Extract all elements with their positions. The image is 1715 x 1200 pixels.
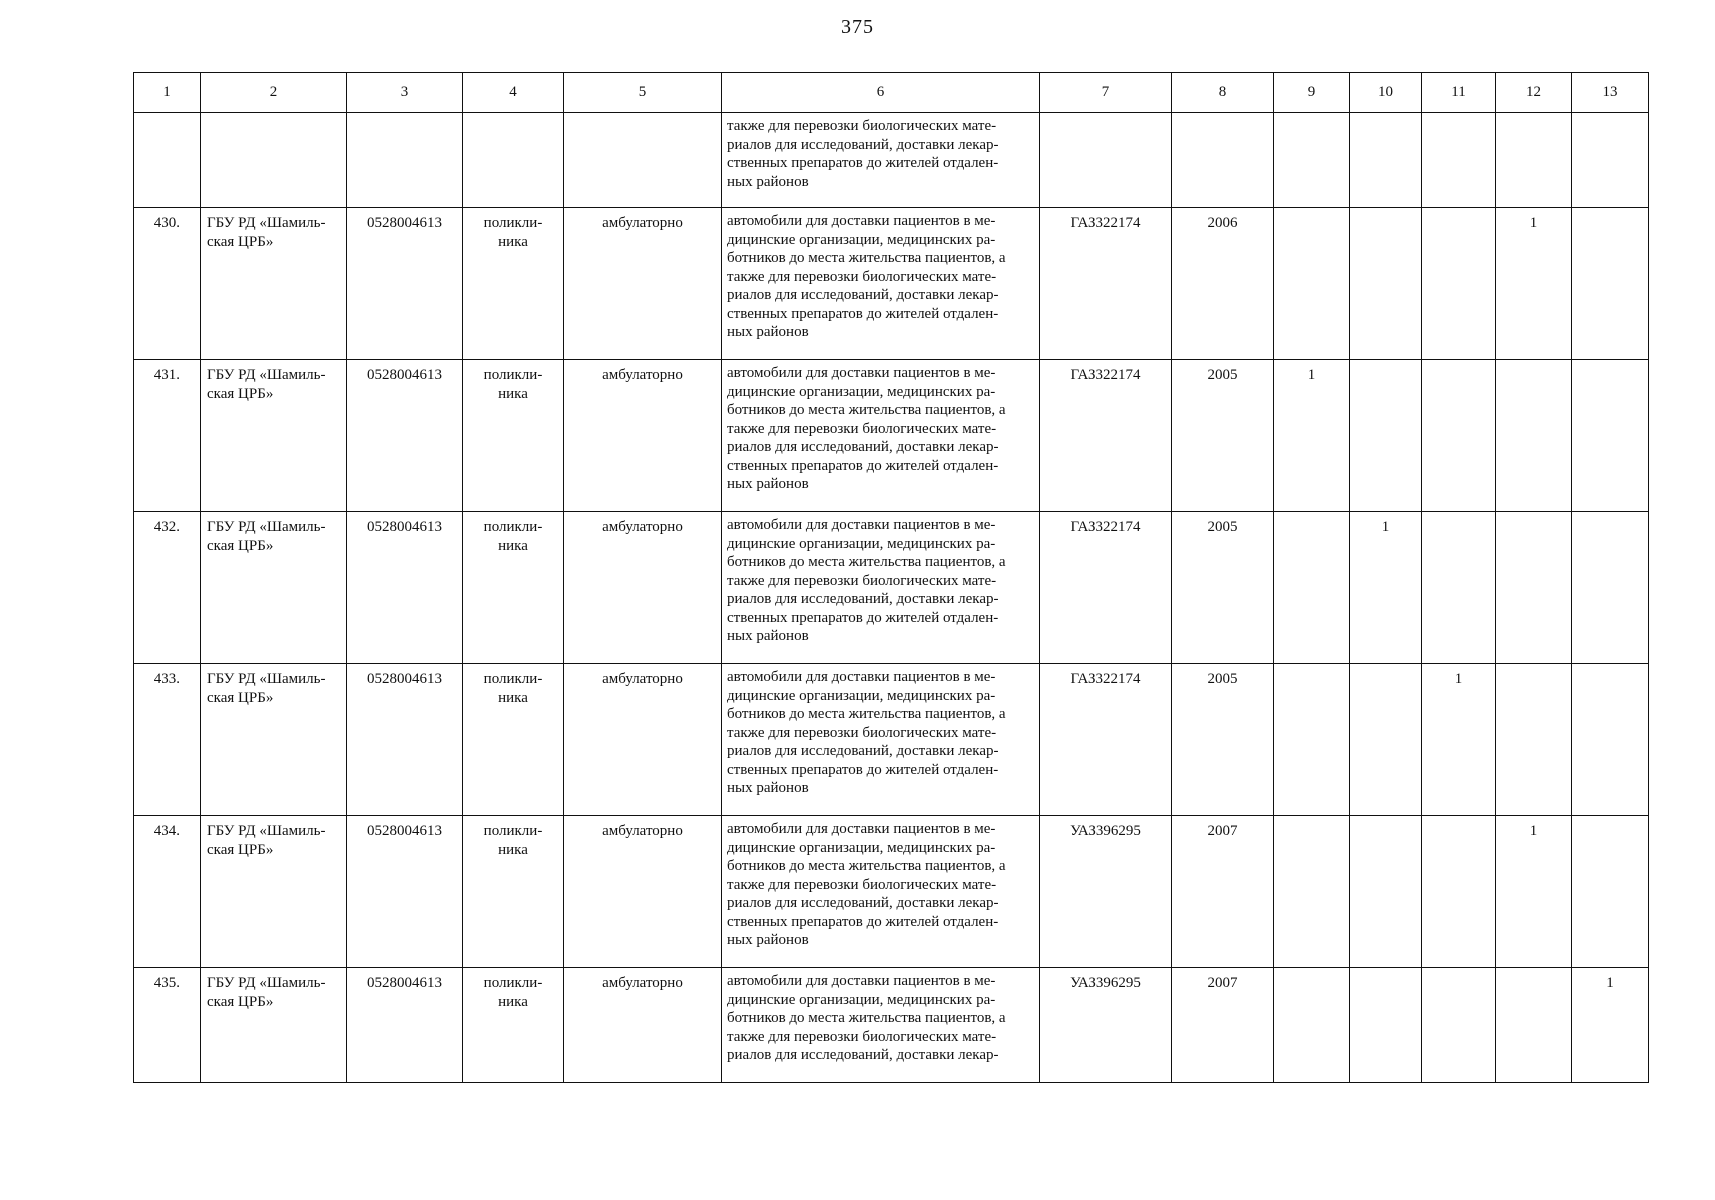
unit-type-cell: поликли- ника [483, 367, 543, 402]
care-mode-cell: амбулаторно [602, 215, 683, 231]
page-number: 375 [841, 16, 874, 38]
vehicle-table [133, 72, 1649, 1083]
description-cell: автомобили для доставки пациентов в ме- дицинские организации, медицинских ра- ботников до места жительства пациентов, а также для перевозки биологических мате- риалов для исследований, доставки лекар- ственных препаратов до жителей отдален- ных районов [727, 669, 1006, 796]
vehicle-model-cell: ГАЗ322174 [1070, 215, 1141, 231]
organization-cell: ГБУ РД «Шамиль- ская ЦРБ» [207, 975, 326, 1010]
column-header: 6 [722, 73, 1040, 113]
col12-cell [1496, 360, 1571, 368]
inn-cell: 0528004613 [367, 823, 442, 839]
col12-cell [1496, 968, 1571, 976]
inn-cell: 0528004613 [367, 367, 442, 383]
column-header: 1 [134, 73, 201, 113]
organization-cell: ГБУ РД «Шамиль- ская ЦРБ» [207, 823, 326, 858]
col12-cell: 1 [1529, 215, 1538, 231]
column-header: 4 [463, 73, 564, 113]
col13-cell [1572, 208, 1648, 216]
organization-cell: ГБУ РД «Шамиль- ская ЦРБ» [207, 367, 326, 402]
column-header: 3 [347, 73, 463, 113]
description-cell: автомобили для доставки пациентов в ме- дицинские организации, медицинских ра- ботников до места жительства пациентов, а также для перевозки биологических мате- риалов для исследований, доставки лекар- ственных препаратов до жителей отдален- ных районов [727, 821, 1006, 948]
year-cell: 2007 [1207, 823, 1238, 839]
year-cell: 2005 [1207, 367, 1238, 383]
column-header: 13 [1572, 73, 1649, 113]
unit-type-cell: поликли- ника [483, 215, 543, 250]
col11-cell [1422, 816, 1495, 824]
column-header: 9 [1274, 73, 1350, 113]
vehicle-model-cell: ГАЗ322174 [1070, 671, 1141, 687]
col11-cell [1422, 360, 1495, 368]
col10-cell [1350, 360, 1421, 368]
inn-cell: 0528004613 [367, 671, 442, 687]
vehicle-model-cell: ГАЗ322174 [1070, 519, 1141, 535]
year-cell: 2007 [1207, 975, 1238, 991]
col13-cell [1572, 816, 1648, 824]
col9-cell [1274, 816, 1349, 824]
column-header: 10 [1350, 73, 1422, 113]
table-body [134, 113, 1649, 1083]
description-cell: автомобили для доставки пациентов в ме- дицинские организации, медицинских ра- ботников до места жительства пациентов, а также для перевозки биологических мате- риалов для исследований, доставки лекар- ственных препаратов до жителей отдален- ных районов [727, 365, 1006, 492]
organization-cell: ГБУ РД «Шамиль- ская ЦРБ» [207, 519, 326, 554]
description-cell: автомобили для доставки пациентов в ме- дицинские организации, медицинских ра- ботников до места жительства пациентов, а также для перевозки биологических мате- риалов для исследований, доставки лекар- ственных препаратов до жителей отдален- ных районов [727, 213, 1006, 340]
care-mode-cell: амбулаторно [602, 671, 683, 687]
inn-cell: 0528004613 [367, 975, 442, 991]
col10-cell [1350, 208, 1421, 216]
col11-cell [1422, 512, 1495, 520]
col13-cell: 1 [1606, 975, 1614, 991]
year-cell: 2005 [1207, 671, 1238, 687]
column-header: 7 [1040, 73, 1172, 113]
col10-cell: 1 [1381, 519, 1390, 535]
col13-cell [1572, 360, 1648, 368]
col13-cell [1572, 512, 1648, 520]
unit-type-cell: поликли- ника [483, 671, 543, 706]
vehicle-model-cell: УАЗ396295 [1070, 975, 1141, 991]
col12-cell [1496, 664, 1571, 672]
col11-cell [1422, 208, 1495, 216]
column-header: 5 [564, 73, 722, 113]
row-number-cell: 431. [153, 367, 180, 383]
table-row [134, 360, 1649, 512]
table-row [134, 816, 1649, 968]
year-cell: 2006 [1207, 215, 1238, 231]
inn-cell: 0528004613 [367, 519, 442, 535]
table-row [134, 968, 1649, 1083]
organization-cell: ГБУ РД «Шамиль- ская ЦРБ» [207, 671, 326, 706]
col13-cell [1572, 664, 1648, 672]
description-cell: также для перевозки биологических мате- риалов для исследований, доставки лекар- ственных препаратов до жителей отдален- ных районов [727, 118, 999, 190]
col11-cell: 1 [1454, 671, 1463, 687]
col12-cell: 1 [1529, 823, 1538, 839]
col11-cell [1422, 968, 1495, 976]
col10-cell [1350, 968, 1421, 976]
table-row [134, 512, 1649, 664]
col9-cell [1274, 208, 1349, 216]
column-header: 2 [201, 73, 347, 113]
description-cell: автомобили для доставки пациентов в ме- дицинские организации, медицинских ра- ботников до места жительства пациентов, а также для перевозки биологических мате- риалов для исследований, доставки лекар- ственных препаратов до жителей отдален- ных районов [727, 517, 1006, 644]
care-mode-cell: амбулаторно [602, 519, 683, 535]
unit-type-cell: поликли- ника [483, 823, 543, 858]
col9-cell: 1 [1307, 367, 1316, 383]
care-mode-cell: амбулаторно [602, 823, 683, 839]
organization-cell: ГБУ РД «Шамиль- ская ЦРБ» [207, 215, 326, 250]
column-number-row [134, 73, 1649, 113]
table-row [134, 208, 1649, 360]
table-row [134, 664, 1649, 816]
col9-cell [1274, 512, 1349, 520]
row-number-cell: 432. [153, 519, 180, 535]
column-header: 11 [1422, 73, 1496, 113]
col9-cell [1274, 664, 1349, 672]
column-header: 8 [1172, 73, 1274, 113]
col10-cell [1350, 816, 1421, 824]
row-number-cell: 434. [153, 823, 180, 839]
continuation-row [134, 113, 1649, 208]
col10-cell [1350, 664, 1421, 672]
row-number-cell: 435. [153, 975, 180, 991]
vehicle-model-cell: ГАЗ322174 [1070, 367, 1141, 383]
column-header: 12 [1496, 73, 1572, 113]
description-cell: автомобили для доставки пациентов в ме- дицинские организации, медицинских ра- ботников до места жительства пациентов, а также для перевозки биологических мате- риалов для исследований, доставки лекар- [727, 973, 1006, 1063]
care-mode-cell: амбулаторно [602, 975, 683, 991]
care-mode-cell: амбулаторно [602, 367, 683, 383]
unit-type-cell: поликли- ника [483, 519, 543, 554]
row-number-cell: 430. [153, 215, 180, 231]
col12-cell [1496, 512, 1571, 520]
vehicle-model-cell: УАЗ396295 [1070, 823, 1141, 839]
row-number-cell: 433. [153, 671, 180, 687]
year-cell: 2005 [1207, 519, 1238, 535]
unit-type-cell: поликли- ника [483, 975, 543, 1010]
inn-cell: 0528004613 [367, 215, 442, 231]
col9-cell [1274, 968, 1349, 976]
